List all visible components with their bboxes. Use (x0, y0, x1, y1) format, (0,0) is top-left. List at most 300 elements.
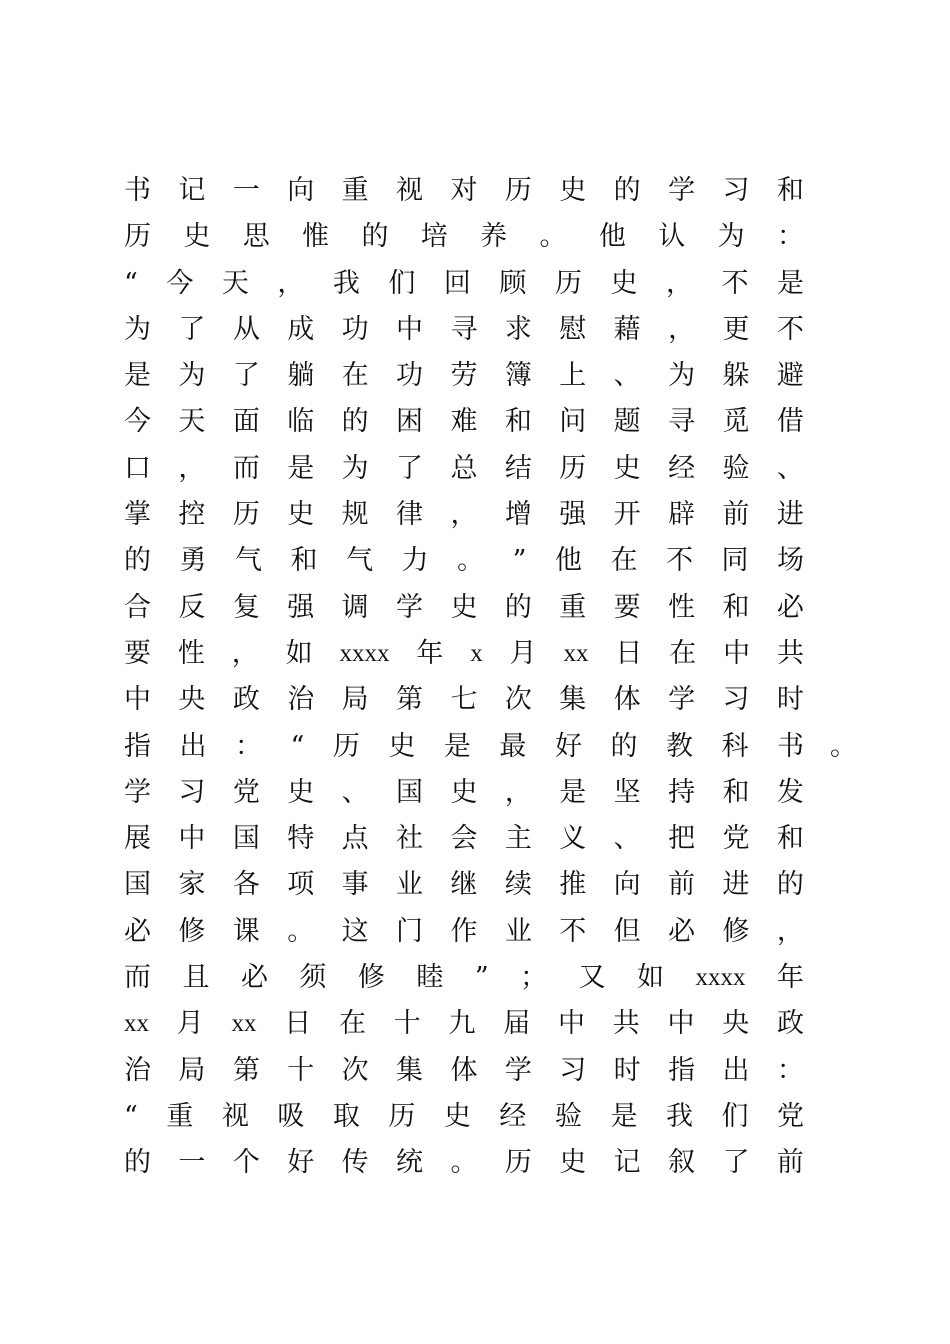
text-token: 增 (504, 499, 532, 531)
text-token: 历 (388, 1100, 416, 1132)
text-token: 十 (287, 1054, 315, 1086)
text-token: 藉 (613, 313, 641, 345)
text-line (124, 677, 804, 723)
text-token: 史 (450, 591, 478, 623)
text-token: 各 (232, 869, 260, 901)
text-token: 历 (504, 1147, 532, 1179)
text-token: 央 (178, 684, 206, 716)
text-token: 次 (504, 684, 532, 716)
text-token: 为 (341, 452, 369, 484)
text-token: 在 (341, 360, 369, 392)
text-token: 重 (559, 591, 587, 623)
text-token: 场 (777, 545, 804, 577)
text-token: 第 (396, 684, 424, 716)
text-token: 要 (613, 591, 641, 623)
text-token: 养 (480, 221, 508, 253)
text-line (124, 261, 804, 307)
text-token: 劳 (450, 360, 478, 392)
text-token: xxxx (695, 964, 746, 992)
text-token: 课 (232, 915, 260, 947)
text-token: 我 (665, 1100, 693, 1132)
text-token: 续 (504, 869, 532, 901)
text-token: 史 (287, 499, 315, 531)
text-line (124, 214, 804, 260)
text-token: 共 (612, 1008, 640, 1040)
text-token: 必 (668, 915, 696, 947)
text-token: 坚 (613, 776, 641, 808)
text-token: 业 (504, 915, 532, 947)
text-token: 在 (339, 1008, 366, 1040)
text-token: 记 (178, 175, 206, 206)
text-token: 借 (776, 406, 804, 438)
text-token: 前 (668, 869, 696, 901)
text-token: 簿 (504, 360, 532, 392)
text-token: 成 (287, 313, 315, 345)
text-line (124, 955, 804, 1001)
text-token: 十 (393, 1008, 421, 1040)
text-token: 寻 (450, 313, 478, 345)
text-token: 和 (776, 175, 804, 206)
text-token: 今 (124, 406, 151, 438)
text-token: 届 (503, 1008, 531, 1040)
text-token: 对 (450, 175, 478, 206)
text-token: 国 (124, 869, 151, 901)
text-line (124, 816, 804, 862)
text-token: 出 (179, 730, 207, 762)
text-token: 的 (124, 545, 151, 577)
text-token: 学 (396, 591, 424, 623)
text-token: 继 (450, 869, 478, 901)
text-line (124, 585, 804, 631)
text-token: 问 (559, 406, 587, 438)
text-token: 为 (668, 360, 696, 392)
text-line (124, 1001, 804, 1047)
text-token: 临 (287, 406, 315, 438)
text-token: 反 (178, 591, 206, 623)
text-token: xx (563, 639, 589, 667)
text-line (124, 1048, 804, 1094)
text-token: 记 (613, 1147, 641, 1179)
text-token: 他 (598, 221, 626, 253)
text-token: 寻 (668, 406, 696, 438)
text-token: 项 (287, 869, 315, 901)
text-token: 同 (721, 545, 749, 577)
text-token: 气 (346, 545, 374, 577)
text-token: 经 (499, 1100, 527, 1132)
text-token: 题 (613, 406, 641, 438)
text-token: 国 (232, 823, 260, 855)
text-token: 史 (610, 267, 638, 299)
text-token: 他 (554, 545, 582, 577)
text-token: 义 (559, 823, 587, 855)
text-token: 历 (232, 499, 260, 531)
text-token: ， (231, 637, 259, 669)
text-token: 中 (178, 823, 206, 855)
text-token: 掌 (124, 499, 151, 531)
text-token: 们 (388, 267, 416, 299)
text-token: 不 (721, 267, 749, 299)
text-token: 思 (242, 221, 270, 253)
text-token: 九 (448, 1008, 476, 1040)
text-token: 。 (287, 915, 315, 947)
text-token: 修 (178, 915, 206, 947)
text-token: 年 (416, 637, 444, 669)
text-token: 天 (221, 267, 249, 299)
text-token: 科 (721, 730, 749, 762)
text-token: 的 (610, 730, 638, 762)
text-token: 史 (287, 776, 315, 808)
text-token: 中 (396, 313, 424, 345)
text-token: 在 (669, 637, 697, 669)
text-token: “ (290, 730, 305, 762)
text-token: 一 (178, 1147, 206, 1179)
text-token: 功 (341, 313, 369, 345)
text-token: 习 (559, 1054, 587, 1086)
text-token: 避 (776, 360, 804, 392)
text-token: 史 (450, 776, 478, 808)
text-token: 顾 (499, 267, 527, 299)
text-token: 叙 (668, 1147, 696, 1179)
text-token: 史 (559, 175, 587, 206)
text-token: 党 (722, 823, 750, 855)
overflow-punctuation: 。 (830, 730, 857, 762)
text-token: 是 (610, 1100, 638, 1132)
text-token: 修 (722, 915, 750, 947)
text-line (124, 724, 804, 770)
text-token: 和 (776, 823, 804, 855)
text-token: ， (277, 267, 305, 299)
text-token: 推 (559, 869, 587, 901)
text-token: 、 (776, 452, 804, 484)
text-token: 验 (722, 452, 750, 484)
text-token: 时 (613, 1054, 641, 1086)
text-line (124, 446, 804, 492)
text-token: 。 (539, 221, 567, 253)
text-token: 的 (504, 591, 532, 623)
text-token: 历 (504, 175, 532, 206)
text-token: 如 (637, 962, 665, 994)
text-token: 政 (232, 684, 260, 716)
text-token: 是 (287, 452, 315, 484)
text-token: 强 (559, 499, 587, 531)
text-token: 持 (668, 776, 696, 808)
text-token: 进 (776, 499, 804, 531)
text-token: 了 (722, 1147, 750, 1179)
text-token: 作 (450, 915, 478, 947)
text-token: 史 (559, 1147, 587, 1179)
text-token: 出 (722, 1054, 750, 1086)
text-token: 的 (341, 406, 369, 438)
text-token: 学 (668, 684, 696, 716)
text-token: 合 (124, 591, 151, 623)
text-token: 总 (450, 452, 478, 484)
text-token: 但 (613, 915, 641, 947)
text-token: 控 (178, 499, 206, 531)
text-line (124, 770, 804, 816)
text-token: 修 (357, 962, 385, 994)
text-token: 主 (504, 823, 532, 855)
text-token: 为 (124, 313, 151, 345)
text-token: xxxx (339, 639, 390, 667)
text-token: 躺 (287, 360, 315, 392)
text-token: 局 (178, 1054, 206, 1086)
text-token: 验 (554, 1100, 582, 1132)
text-token: 上 (559, 360, 587, 392)
text-token: 的 (613, 175, 641, 206)
text-token: 和 (290, 545, 318, 577)
text-token: 我 (332, 267, 360, 299)
text-token: 、 (341, 776, 369, 808)
text-token: 业 (396, 869, 424, 901)
text-token: 如 (285, 637, 313, 669)
text-token: 共 (777, 637, 804, 669)
text-token: 月 (509, 637, 537, 669)
text-token: 慰 (559, 313, 587, 345)
text-token: 向 (287, 175, 315, 206)
text-token: 不 (776, 313, 804, 345)
text-token: 和 (722, 591, 750, 623)
text-token: 教 (665, 730, 693, 762)
text-token: 们 (721, 1100, 749, 1132)
text-token: x (470, 639, 483, 667)
text-token: 党 (232, 776, 260, 808)
text-token: 的 (361, 221, 389, 253)
text-token: 开 (613, 499, 641, 531)
text-token: 勇 (179, 545, 207, 577)
text-token: 书 (124, 175, 151, 206)
text-token: 而 (124, 962, 151, 994)
text-token: 从 (232, 313, 260, 345)
text-token: 躲 (722, 360, 750, 392)
text-token: 的 (776, 869, 804, 901)
text-token: 更 (722, 313, 750, 345)
text-token: “ (124, 267, 138, 299)
text-line (124, 168, 804, 214)
text-token: 而 (232, 452, 260, 484)
text-token: 局 (341, 684, 369, 716)
text-token: 、 (613, 360, 641, 392)
text-token: 视 (221, 1100, 249, 1132)
text-token: 调 (341, 591, 369, 623)
text-token: 时 (776, 684, 804, 716)
text-line (124, 307, 804, 353)
text-line (124, 862, 804, 908)
text-token: 。 (457, 545, 485, 577)
text-token: 发 (776, 776, 804, 808)
text-token: 、 (613, 823, 641, 855)
text-line (124, 538, 804, 584)
text-token: 吸 (277, 1100, 305, 1132)
text-token: 了 (178, 313, 206, 345)
text-token: 辟 (668, 499, 696, 531)
text-token: 传 (341, 1147, 369, 1179)
text-token: ” (474, 962, 489, 994)
text-token: 中 (124, 684, 151, 716)
text-token: 学 (504, 1054, 532, 1086)
body-text (124, 168, 804, 1187)
text-token: 党 (777, 1100, 804, 1132)
text-token: 前 (722, 499, 750, 531)
text-token: 好 (287, 1147, 315, 1179)
text-token: 这 (341, 915, 369, 947)
text-token: 回 (443, 267, 471, 299)
text-token: 功 (396, 360, 424, 392)
text-token: 必 (124, 915, 151, 947)
text-token: 要 (124, 637, 151, 669)
text-token: xx (231, 1010, 257, 1038)
text-token: 律 (396, 499, 424, 531)
text-token: 的 (124, 1147, 151, 1179)
text-token: 把 (668, 823, 696, 855)
text-token: 难 (450, 406, 478, 438)
text-token: 求 (504, 313, 532, 345)
text-token: 在 (610, 545, 638, 577)
text-token: ： (776, 1054, 804, 1086)
text-token: 取 (332, 1100, 360, 1132)
text-token: 历 (559, 452, 587, 484)
text-token: 进 (722, 869, 750, 901)
text-token: 事 (341, 869, 369, 901)
text-token: 门 (396, 915, 424, 947)
text-token: 今 (166, 267, 194, 299)
text-token: 社 (396, 823, 424, 855)
text-token: 治 (124, 1054, 151, 1086)
text-token: 国 (396, 776, 424, 808)
text-token: 日 (615, 637, 643, 669)
text-token: 向 (613, 869, 641, 901)
text-token: 培 (420, 221, 448, 253)
text-token: 天 (178, 406, 206, 438)
text-token: 好 (554, 730, 582, 762)
text-token: 前 (776, 1147, 804, 1179)
text-token: 中 (667, 1008, 695, 1040)
text-token: 是 (443, 730, 471, 762)
text-token: 又 (578, 962, 606, 994)
text-token: 气 (235, 545, 263, 577)
text-token: 中 (558, 1008, 585, 1040)
text-token: 中 (723, 637, 751, 669)
text-token: 了 (232, 360, 260, 392)
text-token: 集 (559, 684, 587, 716)
text-token: 不 (559, 915, 587, 947)
text-line (124, 1140, 804, 1186)
text-token: 不 (665, 545, 693, 577)
text-token: 七 (450, 684, 478, 716)
text-line (124, 353, 804, 399)
text-token: 习 (178, 776, 206, 808)
text-token: 体 (450, 1054, 478, 1086)
text-token: 困 (396, 406, 424, 438)
text-token: 口 (124, 452, 151, 484)
text-token: 力 (401, 545, 429, 577)
text-token: 指 (668, 1054, 696, 1086)
text-token: 一 (232, 175, 260, 206)
text-line (124, 909, 804, 955)
text-token: 和 (504, 406, 532, 438)
text-line (124, 399, 804, 445)
text-token: ； (520, 962, 548, 994)
text-token: 了 (396, 452, 424, 484)
text-token: ： (776, 221, 804, 253)
text-token: xx (124, 1010, 149, 1038)
text-token: 觅 (722, 406, 750, 438)
text-token: 。 (450, 1147, 478, 1179)
text-token: ， (776, 915, 804, 947)
text-token: 统 (396, 1147, 424, 1179)
text-token: 史 (388, 730, 416, 762)
text-token: 面 (232, 406, 260, 438)
text-token: 家 (178, 869, 206, 901)
text-token: 认 (658, 221, 686, 253)
text-token: 历 (554, 267, 582, 299)
text-token: 个 (232, 1147, 260, 1179)
text-line (124, 1094, 804, 1140)
text-token: 是 (777, 267, 804, 299)
text-token: 惟 (302, 221, 330, 253)
text-token: 为 (717, 221, 745, 253)
text-token: 次 (341, 1054, 369, 1086)
text-token: 第 (232, 1054, 260, 1086)
text-token: 央 (722, 1008, 750, 1040)
text-token: 重 (341, 175, 369, 206)
text-token: 特 (287, 823, 315, 855)
text-token: 且 (182, 962, 210, 994)
text-line (124, 631, 804, 677)
text-token: ， (450, 499, 478, 531)
text-token: 点 (341, 823, 369, 855)
text-token: 史 (613, 452, 641, 484)
text-token: 复 (232, 591, 260, 623)
text-token: 治 (287, 684, 315, 716)
text-token: 必 (776, 591, 804, 623)
text-token: 结 (504, 452, 532, 484)
text-token: ： (235, 730, 263, 762)
text-token: ， (665, 267, 693, 299)
text-token: “ (124, 1100, 138, 1132)
text-token: 年 (776, 962, 804, 994)
text-token: ， (504, 776, 532, 808)
text-token: 历 (332, 730, 360, 762)
text-token: 指 (124, 730, 151, 762)
text-token: ， (668, 313, 696, 345)
text-line (124, 492, 804, 538)
text-token: 睦 (416, 962, 444, 994)
text-token: 集 (396, 1054, 424, 1086)
text-token: 体 (613, 684, 641, 716)
text-token: 视 (396, 175, 424, 206)
text-token: 历 (124, 221, 151, 253)
text-token: ” (512, 545, 527, 577)
text-token: 政 (777, 1008, 804, 1040)
text-token: 展 (124, 823, 151, 855)
text-token: 习 (722, 175, 750, 206)
text-token: 是 (559, 776, 587, 808)
text-token: 习 (722, 684, 750, 716)
text-token: 学 (668, 175, 696, 206)
text-token: 最 (499, 730, 527, 762)
text-token: 规 (341, 499, 369, 531)
text-token: 会 (450, 823, 478, 855)
text-token: 学 (124, 776, 151, 808)
text-token: 强 (287, 591, 315, 623)
text-token: 是 (124, 360, 151, 392)
text-token: 须 (299, 962, 327, 994)
text-token: 性 (177, 637, 205, 669)
text-token: 史 (183, 221, 211, 253)
text-token: 重 (166, 1100, 194, 1132)
text-token: 性 (668, 591, 696, 623)
text-token: 和 (722, 776, 750, 808)
